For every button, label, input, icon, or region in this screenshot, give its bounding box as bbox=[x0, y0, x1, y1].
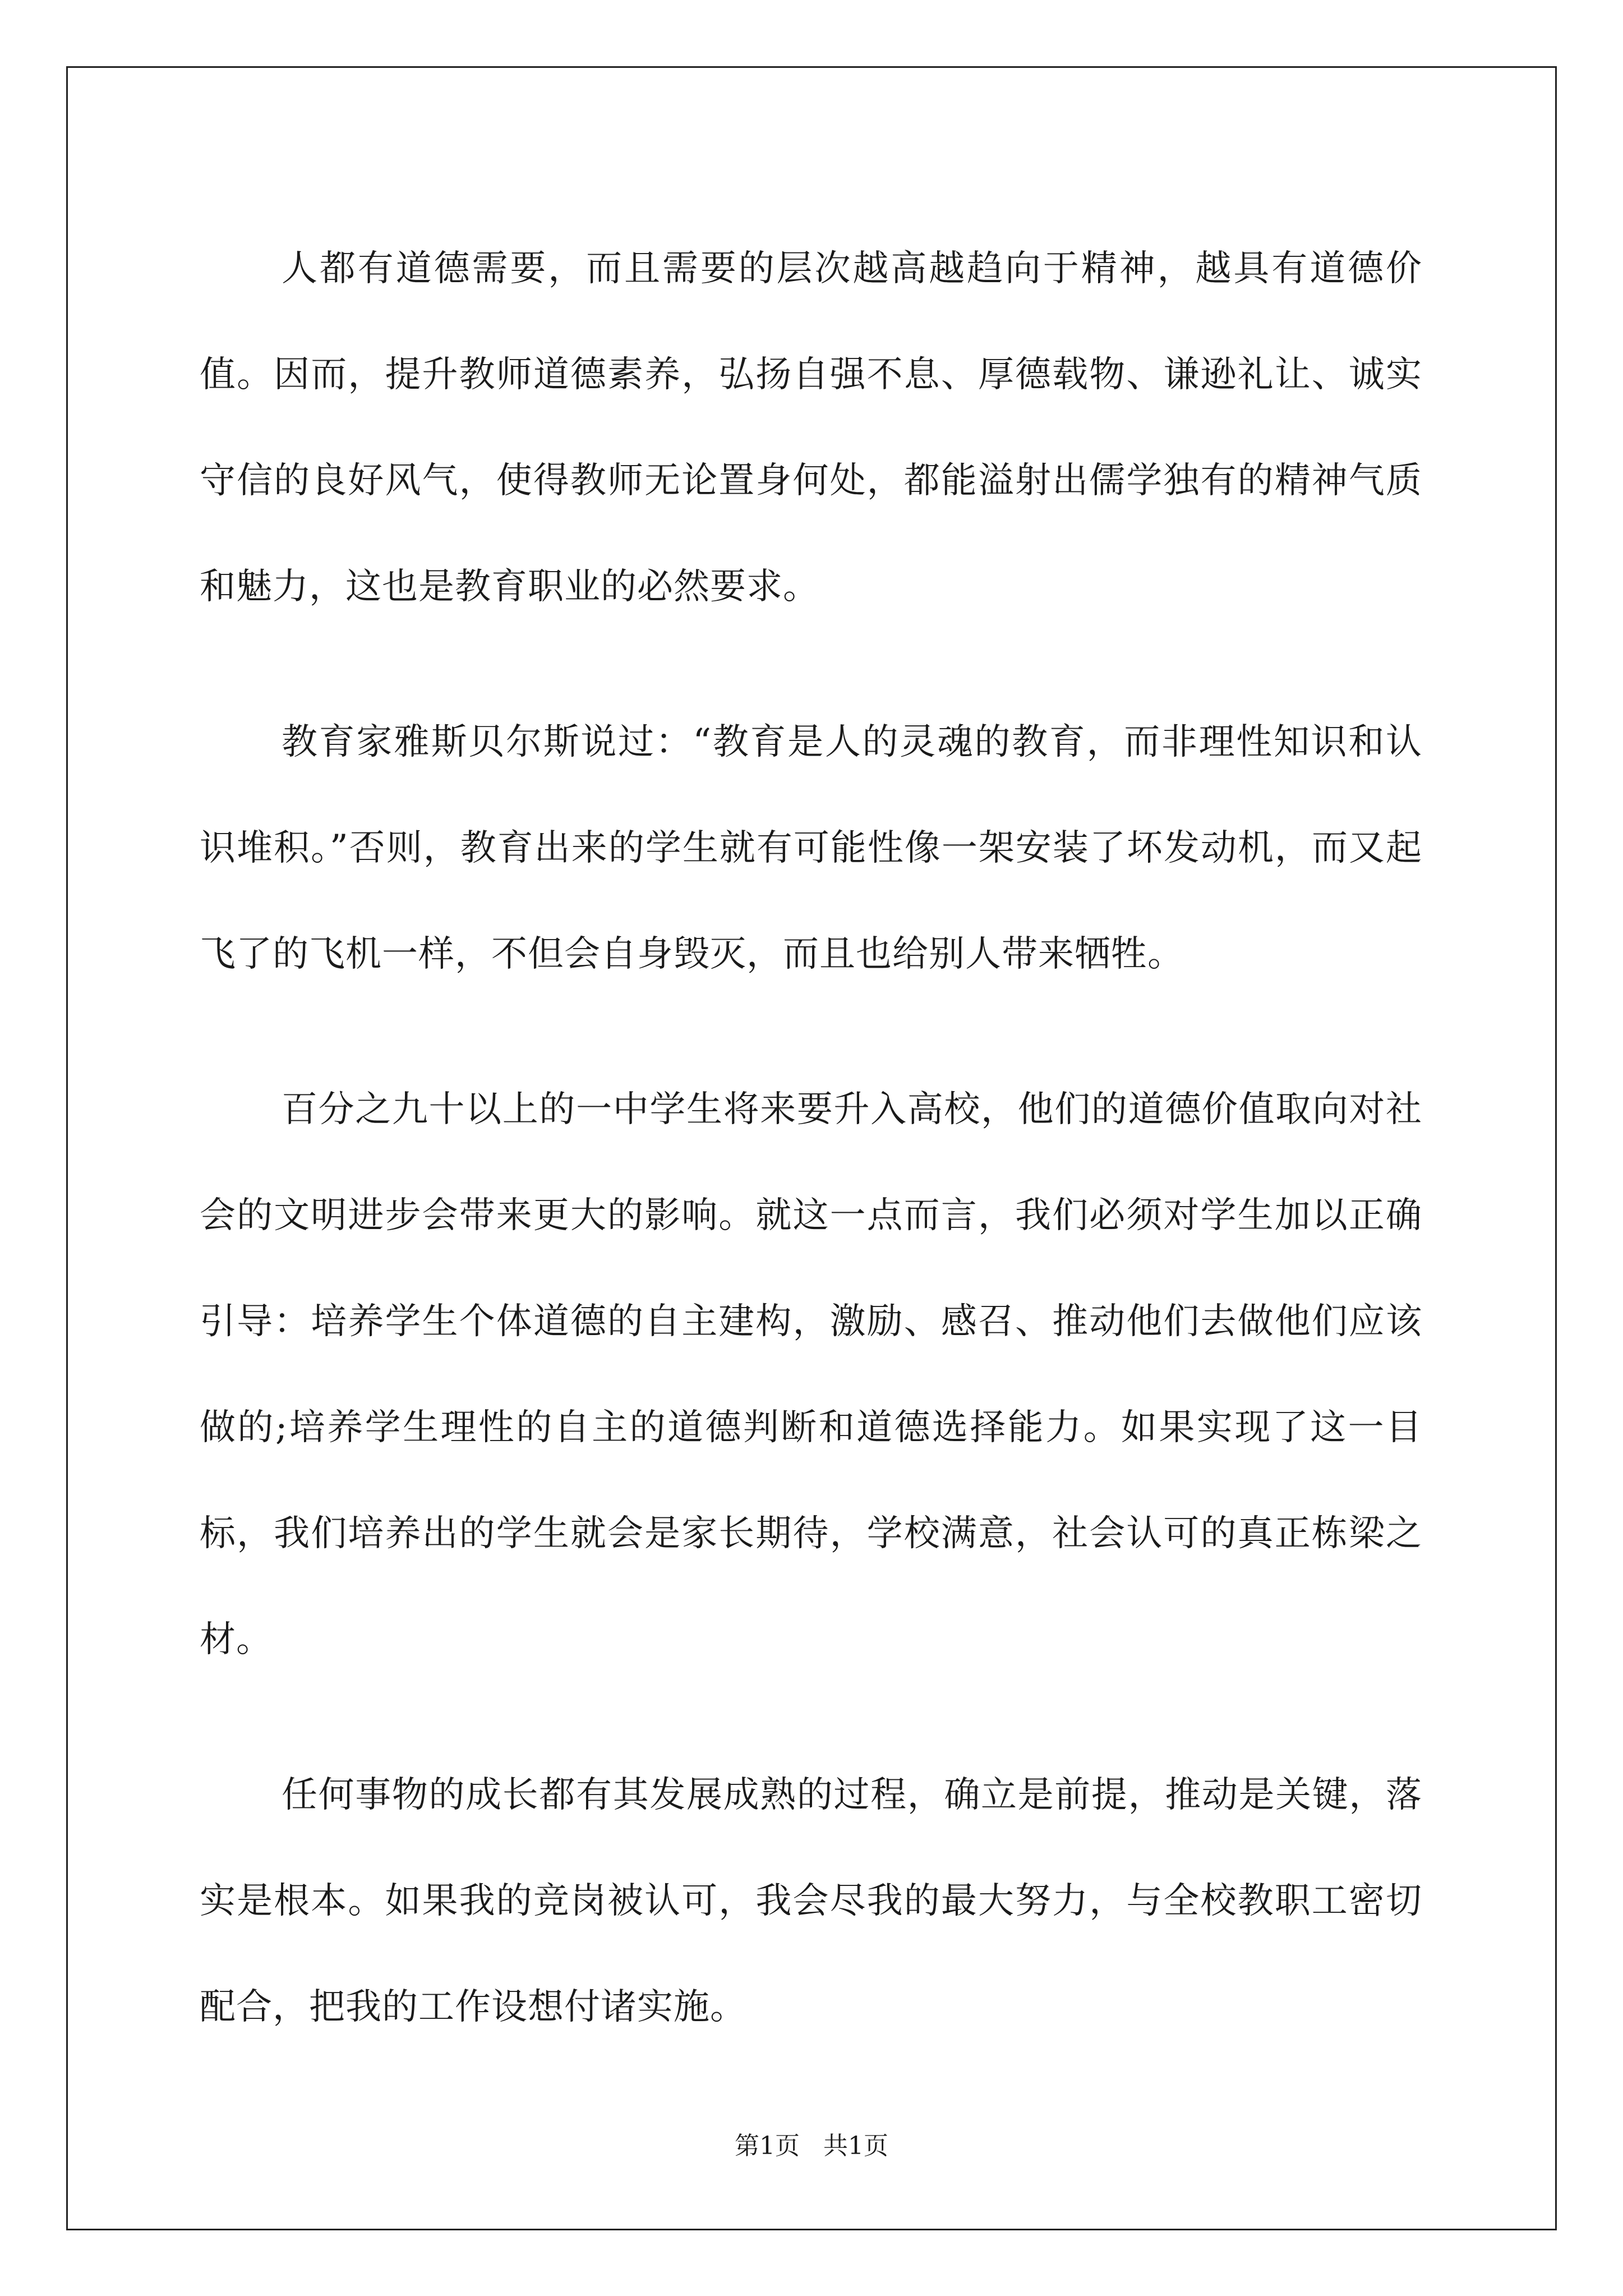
paragraph-2: 教育家雅斯贝尔斯说过：“教育是人的灵魂的教育，而非理性知识和认识堆积。”否则，教育出来的学生就有可能性像一架安装了坏发动机，而又起飞了的飞机一样，不但会自身毁灭，而且也给别人带来牺牲。 bbox=[200, 721, 1422, 975]
document-body bbox=[200, 216, 1422, 2110]
paragraph-4: 任何事物的成长都有其发展成熟的过程，确立是前提，推动是关键，落实是根本。如果我的竞岗被认可，我会尽我的最大努力，与全校教职工密切配合，把我的工作设想付诸实施。 bbox=[200, 1774, 1422, 2028]
paragraph-1: 人都有道德需要，而且需要的层次越高越趋向于精神，越具有道德价值。因而，提升教师道德素养，弘扬自强不息、厚德载物、谦逊礼让、诚实守信的良好风气，使得教师无论置身何处，都能溢射出儒学独有的精神气质和魅力，这也是教育职业的必然要求。 bbox=[200, 248, 1422, 608]
paragraph-3: 百分之九十以上的一中学生将来要升入高校，他们的道德价值取向对社会的文明进步会带来更大的影响。就这一点而言，我们必须对学生加以正确引导：培养学生个体道德的自主建构，激励、感召、推动他们去做他们应该做的;培养学生理性的自主的道德判断和道德选择能力。如果实现了这一目标，我们培养出的学生就会是家长期待，学校满意，社会认可的真正栋梁之材。 bbox=[200, 1089, 1422, 1660]
page-number-footer: 第1页 共1页 bbox=[735, 2132, 888, 2160]
